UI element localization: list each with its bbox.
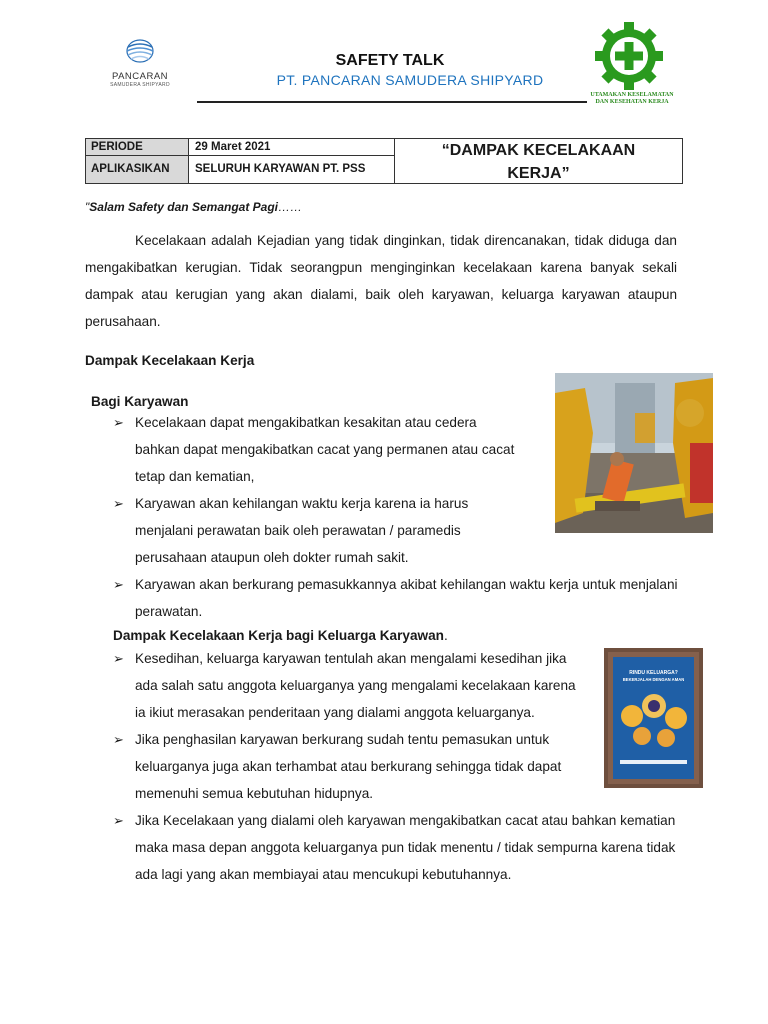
arrowhead-bullet-icon: ➢	[113, 415, 124, 430]
family-safety-poster	[604, 648, 703, 788]
pancaran-logo	[104, 38, 176, 88]
logo-brand-text: PANCARAN	[111, 71, 169, 82]
logo-brand-subtext: SAMUDERA SHIPYARD	[110, 82, 170, 88]
section-heading: Dampak Kecelakaan Kerja	[85, 353, 255, 368]
periode-value: 29 Maret 2021	[188, 139, 394, 156]
list-item: ➢ Jika Kecelakaan yang dialami oleh karyawan mengakibatkan cacat atau bahkan kematian maka masa depan anggota keluarganya pun tidak menentu / tidak sempurna karena tidak ada lagi yang akan membiayai atau mencukupi kebutuhannya.	[113, 807, 695, 888]
greeting-ellipsis: ……	[278, 200, 303, 214]
topic-line-1: “DAMPAK KECELAKAAN	[441, 142, 636, 159]
aplikasikan-value: SELURUH KARYAWAN PT. PSS	[188, 156, 394, 183]
arrowhead-bullet-icon: ➢	[113, 651, 124, 666]
info-table	[85, 138, 683, 184]
poster-line-1: RINDU KELUARGA?	[629, 670, 678, 676]
employee-subheading: Bagi Karyawan	[91, 394, 189, 409]
intro-text: Kecelakaan adalah Kejadian yang tidak dinginkan, tidak direncanakan, tidak diduga dan mengakibatkan kerugian. Tidak seorangpun menginginkan kecelakaan karena banyak sekali dampak atau kerugian yang akan dialami, baik oleh karyawan, keluarga karyawan ataupun perusahaan.	[85, 233, 677, 329]
greeting-open: "	[85, 200, 90, 214]
header-divider	[197, 101, 587, 103]
aplikasikan-label: APLIKASIKAN	[86, 156, 188, 183]
family-poster-image	[604, 648, 703, 788]
pancaran-logo-icon	[120, 38, 160, 64]
arrowhead-bullet-icon: ➢	[113, 732, 124, 747]
arrowhead-bullet-icon: ➢	[113, 577, 124, 592]
document-title: SAFETY TALK	[335, 52, 445, 69]
k3-tagline-2: DAN KESEHATAN KERJA	[595, 99, 669, 105]
greeting-text: Salam Safety dan Semangat Pagi	[89, 200, 279, 214]
employee-impact-list	[113, 409, 678, 625]
arrowhead-bullet-icon: ➢	[113, 496, 124, 511]
arrowhead-bullet-icon: ➢	[113, 813, 124, 828]
list-item: ➢ Karyawan akan berkurang pemasukkannya akibat kehilangan waktu kerja untuk menjalani perawatan.	[113, 571, 695, 625]
list-item: ➢ Karyawan akan kehilangan waktu kerja karena ia harus menjalani perawatan baik oleh perawatan / paramedis perusahaan ataupun oleh dokter rumah sakit.	[113, 490, 523, 571]
greeting	[85, 200, 302, 214]
k3-tagline-1: UTAMAKAN KESELAMATAN	[590, 92, 674, 98]
periode-label: PERIODE	[86, 139, 188, 156]
poster-line-2: BEKERJALAH DENGAN AMAN	[622, 677, 685, 682]
family-subheading: Dampak Kecelakaan Kerja bagi Keluarga Karyawan.	[113, 628, 448, 643]
k3-gear-cross-icon	[582, 22, 682, 92]
list-item: ➢ Jika penghasilan karyawan berkurang sudah tentu pemasukan untuk keluarganya juga akan terhambat atau berkurang sehingga tidak dapat memenuhi semua kebutuhan hidupnya.	[113, 726, 583, 807]
topic-title	[394, 139, 682, 183]
topic-line-2: KERJA”	[507, 165, 570, 182]
rescue-drill-image	[555, 373, 713, 533]
list-item: ➢ Kecelakaan dapat mengakibatkan kesakitan atau cedera bahkan dapat mengakibatkan cacat yang permanen atau cacat tetap dan kematian,	[113, 409, 523, 490]
k3-logo	[582, 22, 682, 112]
intro-paragraph	[85, 227, 677, 335]
rescue-drill-photo	[555, 373, 713, 533]
document-subtitle: PT. PANCARAN SAMUDERA SHIPYARD	[276, 72, 544, 88]
list-item: ➢ Kesedihan, keluarga karyawan tentulah akan mengalami kesedihan jika ada salah satu anggota keluarganya yang mengalami kecelakaan karena ia ikiut merasakan penderitaan yang dialami anggota keluarganya.	[113, 645, 583, 726]
